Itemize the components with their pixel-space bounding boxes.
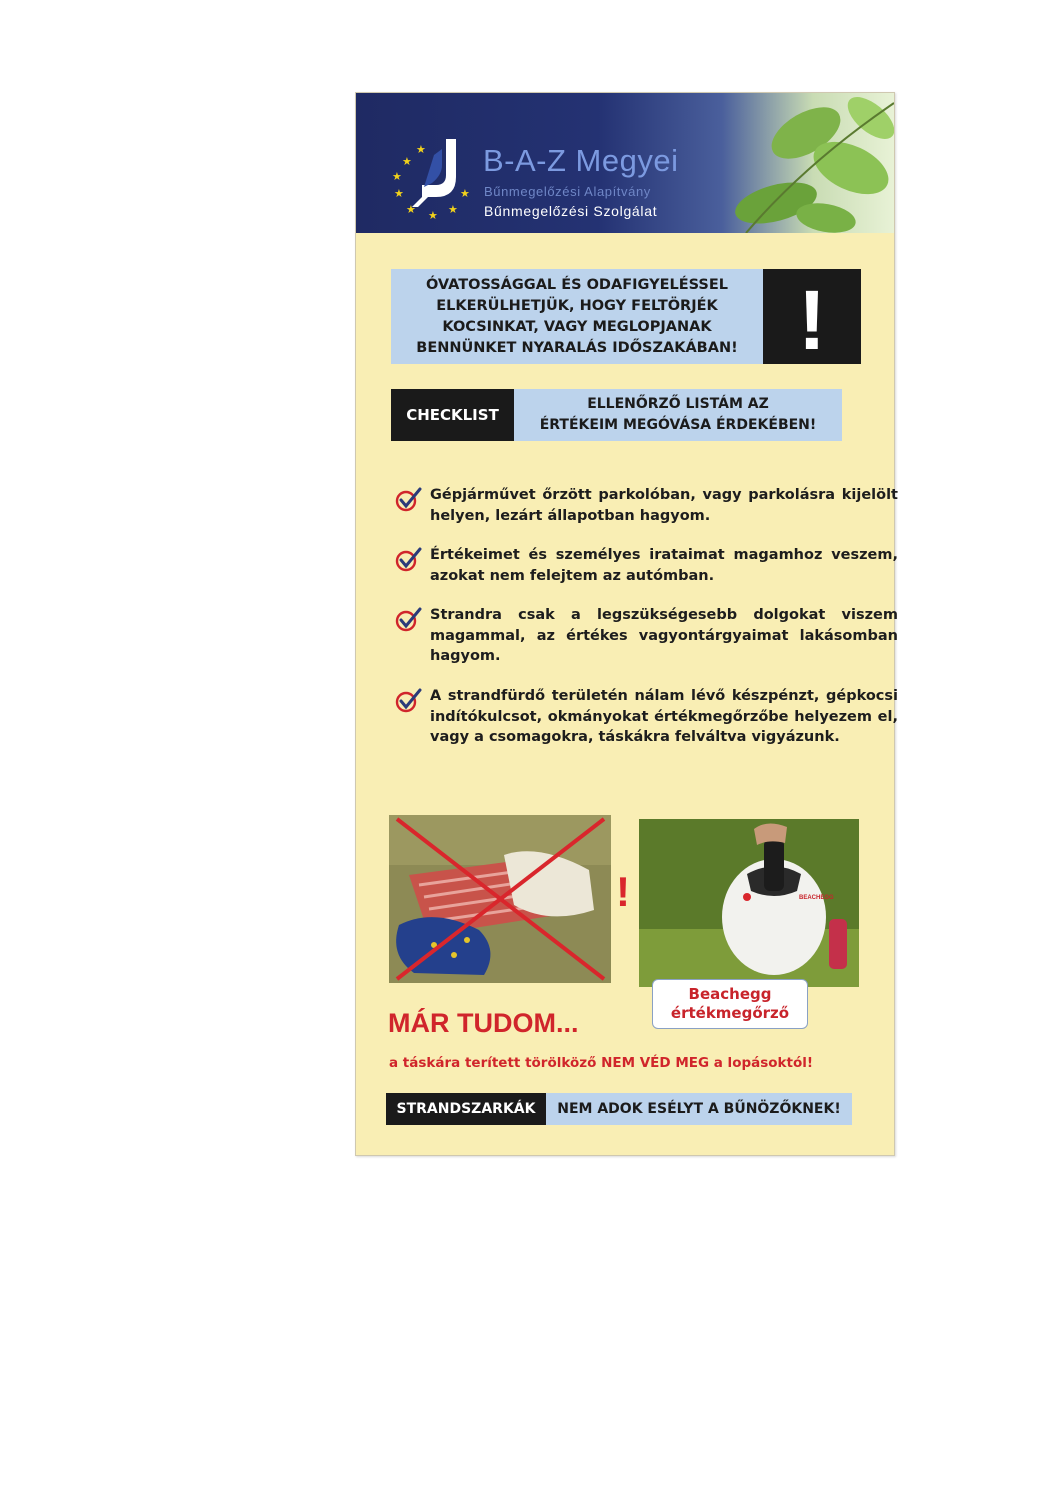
org-subtitle-foundation: Bűnmegelőzési Alapítvány xyxy=(484,184,651,199)
footer-label: STRANDSZARKÁK xyxy=(386,1093,546,1125)
list-item-text: A strandfürdő területén nálam lévő készpénzt, gépkocsi indítókulcsot, okmányokat értékmegőrzőbe helyezem el, vagy a csomagokra, táskákra felváltva vigyázunk. xyxy=(430,688,898,745)
checklist-label: CHECKLIST xyxy=(391,389,514,441)
footer-slogan: NEM ADOK ESÉLYT A BŰNÖZŐKNEK! xyxy=(546,1093,852,1125)
org-subtitle-service: Bűnmegelőzési Szolgálat xyxy=(484,203,658,219)
leaves-image xyxy=(686,93,894,233)
svg-text:★: ★ xyxy=(392,171,402,183)
warning-box xyxy=(391,269,861,364)
list-item-text: Strandra csak a legszükségesebb dolgokat viszem magammal, az értékes vagyontárgyaimat lakásomban hagyom. xyxy=(430,607,898,664)
svg-text:★: ★ xyxy=(416,144,426,156)
exclamation-icon xyxy=(763,269,861,364)
header-banner xyxy=(356,93,894,233)
check-icon xyxy=(394,605,422,633)
check-icon xyxy=(394,686,422,714)
headline: MÁR TUDOM... xyxy=(388,1008,579,1038)
svg-text:★: ★ xyxy=(428,210,438,222)
svg-text:BEACHEGG: BEACHEGG xyxy=(799,895,834,901)
check-icon xyxy=(394,545,422,573)
svg-text:★: ★ xyxy=(406,204,416,216)
svg-text:★: ★ xyxy=(402,156,412,168)
beachegg-photo xyxy=(639,819,859,987)
red-exclamation-icon: ! xyxy=(616,868,630,915)
flyer xyxy=(355,92,898,1156)
foundation-logo xyxy=(384,125,494,225)
checklist-title: ELLENŐRZŐ LISTÁM AZ ÉRTÉKEIM MEGÓVÁSA ÉRDEKÉBEN! xyxy=(514,389,842,441)
list-item-text: Értékeimet és személyes irataimat magamhoz veszem, azokat nem felejtem az autómban. xyxy=(430,547,898,584)
svg-text:★: ★ xyxy=(394,188,404,200)
org-title: B-A-Z Megyei xyxy=(483,143,679,178)
towel-on-bag-photo xyxy=(389,815,611,983)
svg-text:★: ★ xyxy=(460,188,470,200)
list-item-text: Gépjárművet őrzött parkolóban, vagy parkolásra kijelölt helyen, lezárt állapotban hagyom. xyxy=(430,487,898,524)
svg-text:★: ★ xyxy=(448,204,458,216)
check-icon xyxy=(394,485,422,513)
warning-text: ÓVATOSSÁGGAL ÉS ODAFIGYELÉSSEL ELKERÜLHETJÜK, HOGY FELTÖRJÉK KOCSINKAT, VAGY MEGLOPJANAK BENNÜNKET NYARALÁS IDŐSZAKÁBAN! xyxy=(391,269,763,364)
conclusion-text: a táskára terített törölköző NEM VÉD MEG a lopásoktól! xyxy=(389,1055,814,1071)
product-caption: Beachegg értékmegőrző xyxy=(652,979,808,1029)
svg-text:!: ! xyxy=(798,273,826,364)
